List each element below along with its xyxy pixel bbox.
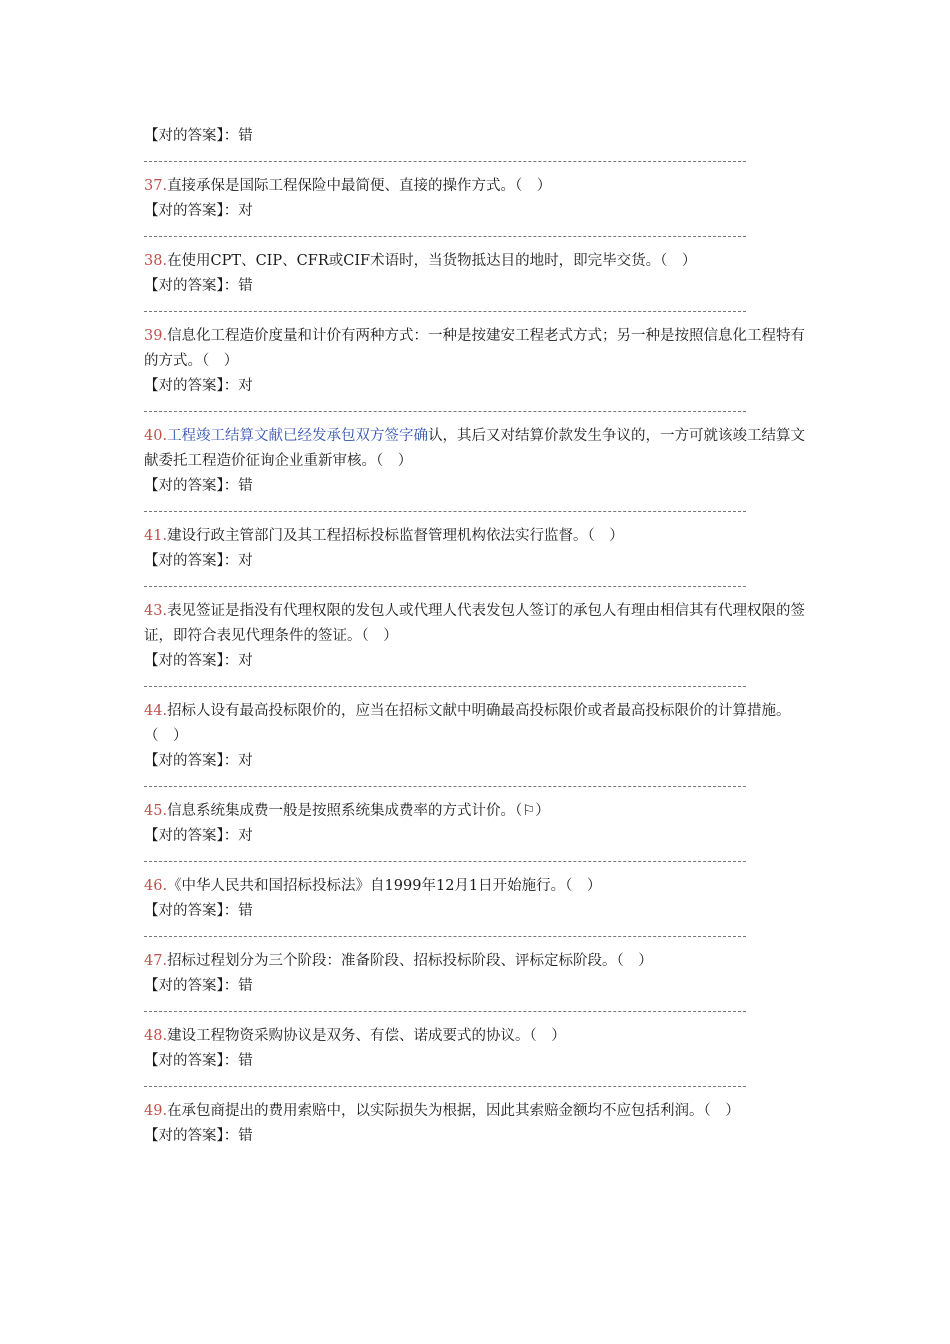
answer-line: 【对的答案】：错	[144, 478, 253, 494]
question-body: 信息系统集成费一般是按照系统集成费率的方式计价。（⚐）	[167, 803, 550, 819]
question-number: 38.	[144, 253, 168, 269]
question-text	[144, 524, 814, 549]
question-number: 45.	[144, 803, 168, 819]
question-item	[144, 249, 814, 299]
question-text	[144, 799, 814, 824]
separator	[144, 499, 746, 524]
separator	[144, 224, 746, 249]
question-item	[144, 424, 814, 499]
question-text	[144, 599, 814, 649]
separator	[144, 774, 746, 799]
question-item	[144, 949, 814, 999]
answer-line: 【对的答案】：错	[144, 1128, 253, 1144]
question-item	[144, 1099, 814, 1149]
question-number: 41.	[144, 528, 168, 544]
separator	[144, 924, 746, 949]
answer-line: 【对的答案】：错	[144, 903, 253, 919]
question-item	[144, 599, 814, 674]
question-number: 40.	[144, 428, 168, 444]
answer-line: 【对的答案】：对	[144, 653, 253, 669]
question-text	[144, 874, 814, 899]
answer-line: 【对的答案】：错	[144, 278, 253, 294]
question-body: 在承包商提出的费用索赔中，以实际损失为根据，因此其索赔金额均不应包括利润。（ ）	[167, 1103, 740, 1119]
separator	[144, 574, 746, 599]
question-body: 直接承保是国际工程保险中最简便、直接的操作方式。（ ）	[167, 178, 552, 194]
question-text	[144, 424, 814, 474]
question-item	[144, 699, 814, 774]
separator	[144, 999, 746, 1024]
question-text	[144, 949, 814, 974]
answer-line: 【对的答案】：错	[144, 128, 253, 144]
highlighted-text: 工程竣工结算文献已经发承包双方签字确	[167, 428, 429, 444]
question-body: 认，其后又对结算价款发生争议的，一方可就该竣工结算文献委托工程造价征询企业重新审核。（ ）	[144, 428, 806, 469]
question-number: 49.	[144, 1103, 168, 1119]
answer-line: 【对的答案】：对	[144, 828, 253, 844]
question-text	[144, 699, 814, 749]
separator	[144, 1074, 746, 1099]
question-body: 招标过程划分为三个阶段：准备阶段、招标投标阶段、评标定标阶段。（ ）	[167, 953, 653, 969]
question-body: 信息化工程造价度量和计价有两种方式：一种是按建安工程老式方式；另一种是按照信息化工程特有的方式。（ ）	[144, 328, 806, 369]
question-item	[144, 874, 814, 924]
question-text	[144, 249, 814, 274]
question-number: 46.	[144, 878, 168, 894]
question-text	[144, 1099, 814, 1124]
answer-line: 【对的答案】：对	[144, 753, 253, 769]
question-item	[144, 799, 814, 849]
answer-line: 【对的答案】：错	[144, 1053, 253, 1069]
question-item	[144, 324, 814, 399]
question-number: 39.	[144, 328, 168, 344]
separator	[144, 849, 746, 874]
separator	[144, 674, 746, 699]
question-body: 《中华人民共和国招标投标法》自1999年12月1日开始施行。（ ）	[167, 878, 602, 894]
question-text	[144, 324, 814, 374]
question-body: 建设行政主管部门及其工程招标投标监督管理机构依法实行监督。（ ）	[167, 528, 624, 544]
answer-line: 【对的答案】：错	[144, 978, 253, 994]
question-body: 在使用CPT、CIP、CFR或CIF术语时，当货物抵达目的地时，即完毕交货。（ ）	[167, 253, 697, 269]
question-text	[144, 1024, 814, 1049]
separator	[144, 299, 746, 324]
question-number: 48.	[144, 1028, 168, 1044]
question-number: 43.	[144, 603, 168, 619]
answer-line: 【对的答案】：对	[144, 553, 253, 569]
document-page	[144, 124, 814, 1149]
separator	[144, 399, 746, 424]
question-item	[144, 1024, 814, 1074]
question-number: 47.	[144, 953, 168, 969]
question-item	[144, 174, 814, 224]
question-body: 表见签证是指没有代理权限的发包人或代理人代表发包人签订的承包人有理由相信其有代理权限的签证，即符合表见代理条件的签证。（ ）	[144, 603, 806, 644]
question-text	[144, 174, 814, 199]
question-number: 44.	[144, 703, 168, 719]
question-number: 37.	[144, 178, 168, 194]
separator	[144, 149, 746, 174]
question-body: 建设工程物资采购协议是双务、有偿、诺成要式的协议。（ ）	[167, 1028, 566, 1044]
question-body: 招标人设有最高投标限价的，应当在招标文献中明确最高投标限价或者最高投标限价的计算措施。（ ）	[144, 703, 791, 744]
question-item	[144, 524, 814, 574]
answer-line: 【对的答案】：对	[144, 203, 253, 219]
answer-line: 【对的答案】：对	[144, 378, 253, 394]
